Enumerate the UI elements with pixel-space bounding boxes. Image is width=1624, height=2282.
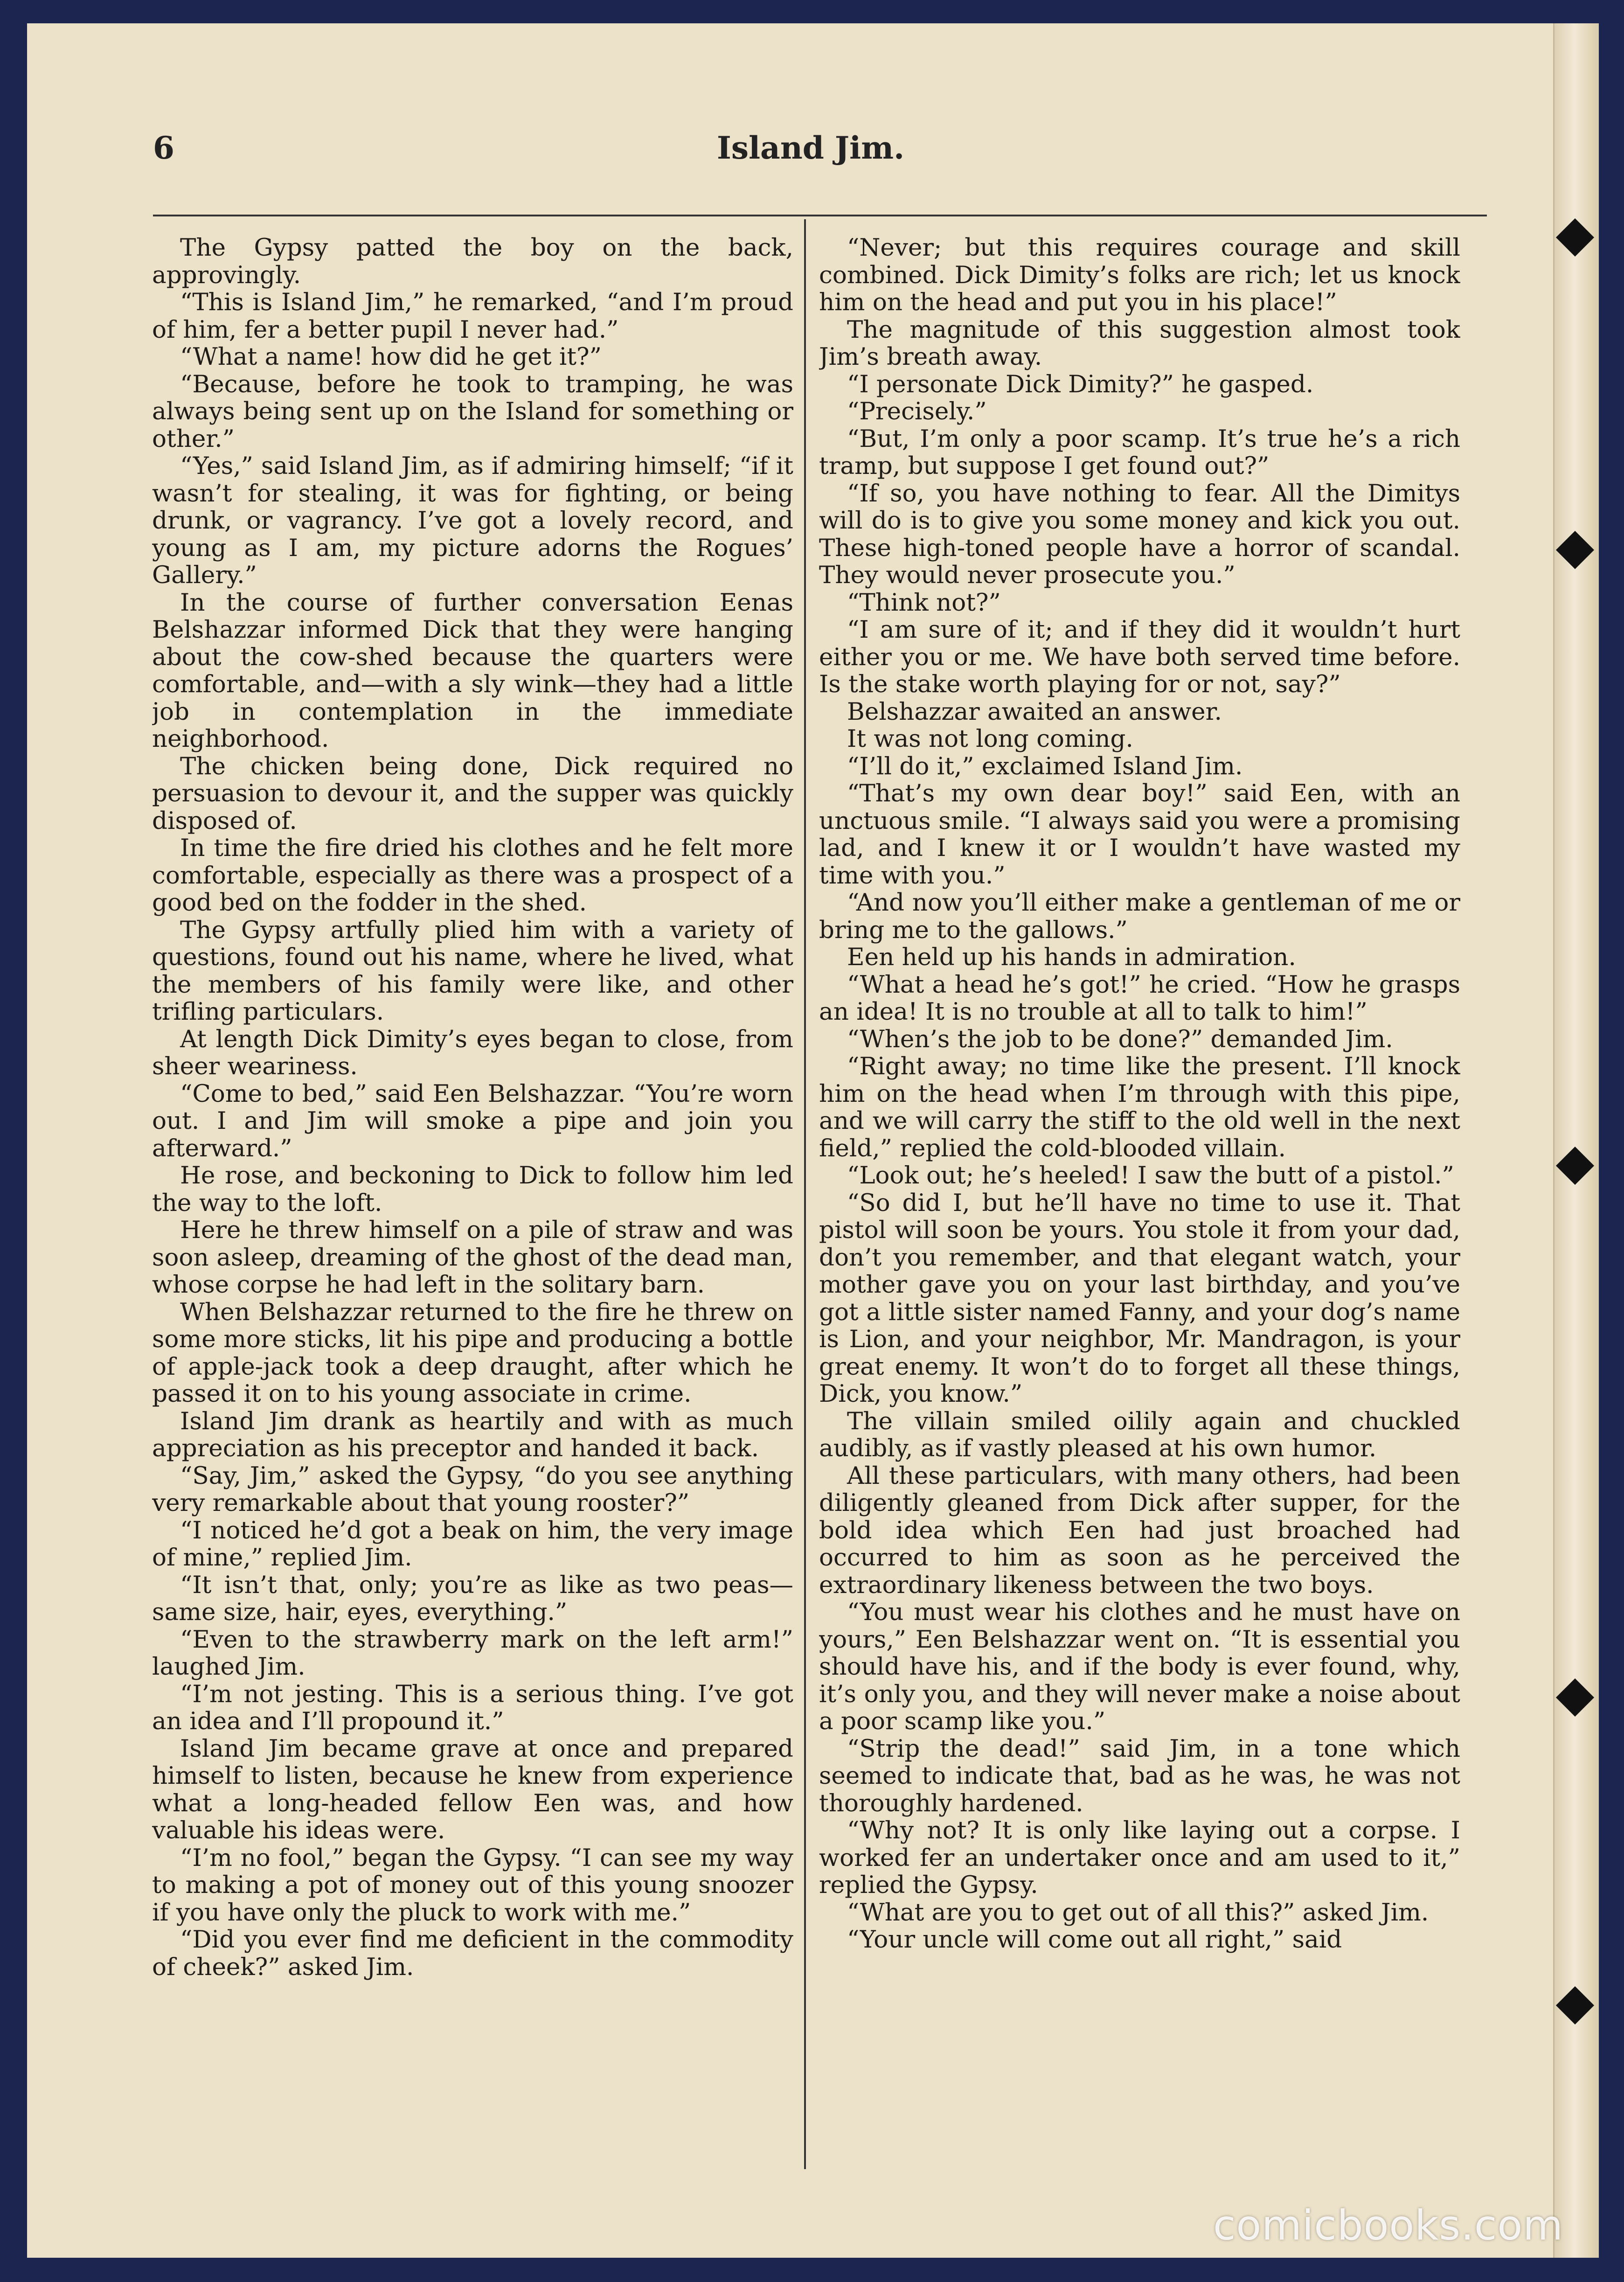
paragraph: “I’m no fool,” began the Gypsy. “I can see my way to making a pot of money out of this young snoozer if you have only the pluck to work with me.” xyxy=(152,1844,793,1927)
paragraph: “Yes,” said Island Jim, as if admiring himself; “if it wasn’t for stealing, it was for fighting, or being drunk, or vagrancy. I’ve got a lovely record, and young as I am, my picture adorns the Rogues’ Gallery.” xyxy=(152,452,793,589)
paragraph: “You must wear his clothes and he must have on yours,” Een Belshazzar went on. “It is essential you should have his, and if the body is ever found, why, it’s only you, and they will never make a noise about a poor scamp like you.” xyxy=(819,1598,1460,1735)
paragraph: “And now you’ll either make a gentleman of me or bring me to the gallows.” xyxy=(819,889,1460,944)
paragraph: “Even to the strawberry mark on the left arm!” laughed Jim. xyxy=(152,1625,793,1681)
paragraph: The Gypsy artfully plied him with a variety of questions, found out his name, where he lived, what the members of his family were like, and other trifling particulars. xyxy=(152,916,793,1026)
page-header xyxy=(153,130,1468,181)
paragraph: “I personate Dick Dimity?” he gasped. xyxy=(847,370,1314,398)
staple-icon xyxy=(1556,1147,1594,1185)
paragraph: When Belshazzar returned to the fire he threw on some more sticks, lit his pipe and producing a bottle of apple-jack took a deep draught, after which he passed it on to his young associate in crime. xyxy=(152,1298,793,1408)
paragraph: “If so, you have nothing to fear. All the Dimitys will do is to give you some money and kick you out. These high-toned people have a horror of scandal. They would never prosecute you.” xyxy=(819,479,1460,589)
paragraph: In the course of further conversation Eenas Belshazzar informed Dick that they were hanging about the cow-shed because the quarters were comfortable, and—with a sly wink—they had a little job in contemplation in the immediate neighborhood. xyxy=(152,588,793,753)
paragraph: “What a name! how did he get it?” xyxy=(180,343,602,371)
paragraph: “When’s the job to be done?” demanded Jim. xyxy=(847,1025,1393,1053)
right-column xyxy=(819,234,1460,2175)
staple-icon xyxy=(1556,1678,1594,1717)
paragraph: The Gypsy patted the boy on the back, approvingly. xyxy=(152,234,793,289)
paragraph: “What are you to get out of all this?” asked Jim. xyxy=(847,1898,1429,1927)
paragraph: “Did you ever find me deficient in the commodity of cheek?” asked Jim. xyxy=(152,1926,793,1981)
paragraph: The chicken being done, Dick required no persuasion to devour it, and the supper was quickly disposed of. xyxy=(152,752,793,835)
paragraph: The magnitude of this suggestion almost took Jim’s breath away. xyxy=(819,315,1460,371)
paragraph: “Think not?” xyxy=(847,588,1001,617)
paragraph: He rose, and beckoning to Dick to follow him led the way to the loft. xyxy=(152,1162,793,1217)
paragraph: At length Dick Dimity’s eyes began to close, from sheer weariness. xyxy=(152,1025,793,1080)
paragraph: The villain smiled oilily again and chuckled audibly, as if vastly pleased at his own humor. xyxy=(819,1407,1460,1462)
paragraph: “Say, Jim,” asked the Gypsy, “do you see anything very remarkable about that young rooster?” xyxy=(152,1461,793,1517)
header-rule xyxy=(153,215,1487,216)
staple-icon xyxy=(1556,1986,1594,2025)
running-head: Island Jim. xyxy=(716,130,905,166)
paragraph: Island Jim drank as heartily and with as much appreciation as his preceptor and handed it back. xyxy=(152,1407,793,1462)
paragraph: In time the fire dried his clothes and he felt more comfortable, especially as there was a prospect of a good bed on the fodder in the shed. xyxy=(152,834,793,917)
page-number: 6 xyxy=(153,130,174,166)
paragraph: “That’s my own dear boy!” said Een, with an unctuous smile. “I always said you were a promising lad, and I knew it or I wouldn’t have wasted my time with you.” xyxy=(819,779,1460,890)
paragraph: “I’m not jesting. This is a serious thing. I’ve got an idea and I’ll propound it.” xyxy=(152,1680,793,1735)
book-page xyxy=(27,23,1599,2258)
paragraph: “So did I, but he’ll have no time to use it. That pistol will soon be yours. You stole it from your dad, don’t you remember, and that elegant watch, your mother gave you on your last birthday, and you’ve got a little sister named Fanny, and your dog’s name is Lion, and your neighbor, Mr. Mandragon, is your great enemy. It won’t do to forget all these things, Dick, you know.” xyxy=(819,1189,1460,1408)
paragraph: Belshazzar awaited an answer. xyxy=(847,697,1222,726)
paragraph: “I am sure of it; and if they did it wouldn’t hurt either you or me. We have both served time before. Is the stake worth playing for or not, say?” xyxy=(819,616,1460,698)
paragraph: “Strip the dead!” said Jim, in a tone which seemed to indicate that, bad as he was, he was not thoroughly hardened. xyxy=(819,1734,1460,1817)
paragraph: “What a head he’s got!” he cried. “How he grasps an idea! It is no trouble at all to talk to him!” xyxy=(819,970,1460,1026)
paragraph: “Look out; he’s heeled! I saw the butt of a pistol.” xyxy=(847,1162,1454,1190)
paragraph: It was not long coming. xyxy=(847,725,1133,753)
paragraph: “I’ll do it,” exclaimed Island Jim. xyxy=(847,752,1243,780)
paragraph: “Come to bed,” said Een Belshazzar. “You’re worn out. I and Jim will smoke a pipe and join you afterward.” xyxy=(152,1079,793,1162)
paragraph: “But, I’m only a poor scamp. It’s true he’s a rich tramp, but suppose I get found out?” xyxy=(819,424,1460,480)
staple-icon xyxy=(1556,531,1594,569)
paragraph: “Precisely.” xyxy=(847,397,987,425)
staple-icon xyxy=(1556,218,1594,257)
paragraph: “It isn’t that, only; you’re as like as two peas—same size, hair, eyes, everything.” xyxy=(152,1571,793,1626)
paragraph: Here he threw himself on a pile of straw and was soon asleep, dreaming of the ghost of the dead man, whose corpse he had left in the solitary barn. xyxy=(152,1216,793,1299)
paragraph: All these particulars, with many others, had been diligently gleaned from Dick after supper, for the bold idea which Een had just broached had occurred to him as soon as he perceived the extraordinary likeness between the two boys. xyxy=(819,1461,1460,1599)
column-divider xyxy=(804,219,806,2169)
paragraph: “Your uncle will come out all right,” said xyxy=(847,1926,1342,1954)
paragraph: “Because, before he took to tramping, he was always being sent up on the Island for something or other.” xyxy=(152,370,793,453)
left-column xyxy=(152,234,793,2175)
paragraph: Een held up his hands in admiration. xyxy=(847,943,1296,971)
paragraph: “I noticed he’d got a beak on him, the very image of mine,” replied Jim. xyxy=(152,1516,793,1572)
paragraph: “This is Island Jim,” he remarked, “and I’m proud of him, fer a better pupil I never had.” xyxy=(152,288,793,344)
binding-spine xyxy=(1553,23,1599,2258)
paragraph: “Right away; no time like the present. I’ll knock him on the head when I’m through with this pipe, and we will carry the stiff to the old well in the next field,” replied the cold-blooded villain. xyxy=(819,1052,1460,1162)
paragraph: “Why not? It is only like laying out a corpse. I worked fer an undertaker once and am used to it,” replied the Gypsy. xyxy=(819,1816,1460,1899)
paragraph: “Never; but this requires courage and skill combined. Dick Dimity’s folks are rich; let us knock him on the head and put you in his place!” xyxy=(819,234,1460,316)
watermark: comicbooks.com xyxy=(1213,2201,1563,2249)
paragraph: Island Jim became grave at once and prepared himself to listen, because he knew from experience what a long-headed fellow Een was, and how valuable his ideas were. xyxy=(152,1734,793,1844)
